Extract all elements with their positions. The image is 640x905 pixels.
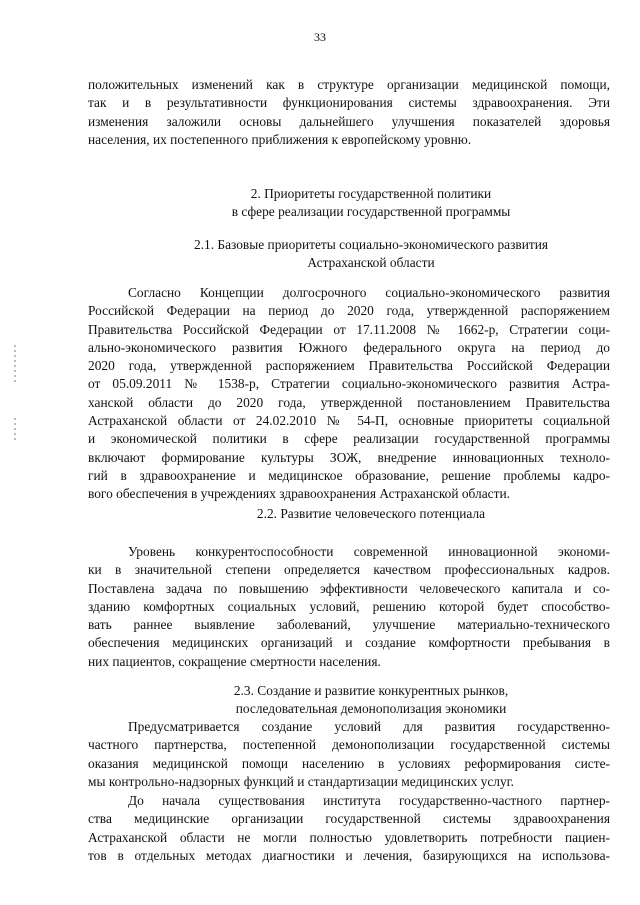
heading-line: последовательная демонополизация экономики bbox=[235, 701, 507, 717]
heading-line: Астраханской области bbox=[307, 255, 435, 271]
text-line: так и в результативности функционирования системы здравоохранения. Эти bbox=[88, 95, 610, 111]
text-line: положительных изменений как в структуре организации медицинской помощи, bbox=[88, 77, 610, 92]
section-2-1-heading bbox=[110, 236, 632, 273]
text-line: ки в значительной степени определяется качеством профессиональных кадров. bbox=[88, 562, 610, 578]
scan-margin-mark bbox=[14, 418, 16, 440]
text-line: тов в отдельных методах диагностики и лечения, базирующихся на использова- bbox=[88, 847, 610, 863]
text-line: ства медицинские организации государственной системы здравоохранения bbox=[88, 811, 610, 827]
text-line: вать раннее выявление заболеваний, улучшение материально-технического bbox=[88, 617, 610, 633]
text-line: До начала существования института государственно-частного партнер- bbox=[128, 793, 610, 808]
section-2-2-heading bbox=[110, 505, 632, 523]
text-line: вого обеспечения в учреждениях здравоохранения Астраханской области. bbox=[88, 486, 510, 502]
text-line: включают формирование культуры ЗОЖ, внедрение инновационных техноло- bbox=[88, 449, 610, 465]
text-line: Астраханской области от 24.02.2010 № 54-П, основные приоритеты социальной bbox=[88, 413, 610, 429]
section-2-heading bbox=[110, 185, 632, 222]
text-line: Согласно Концепции долгосрочного социально-экономического развития bbox=[128, 285, 610, 300]
section-2-1-body bbox=[88, 284, 610, 504]
text-line: Правительства Российской Федерации от 17.11.2008 № 1662-р, Стратегии соци- bbox=[88, 321, 610, 337]
text-line: них пациентов, сокращение смертности населения. bbox=[88, 653, 381, 669]
heading-line: 2.3. Создание и развитие конкурентных рынков, bbox=[233, 683, 509, 698]
text-line: изменения заложили основы дальнейшего улучшения показателей здоровья bbox=[88, 113, 610, 129]
text-line: зданию комфортных социальных условий, решению которой будет способство- bbox=[88, 598, 610, 614]
text-line: обеспечения медицинских организаций и создание комфортности пребывания в bbox=[88, 635, 610, 651]
text-line: ханской области до 2020 года, утвержденной постановлением Правительства bbox=[88, 394, 610, 410]
text-line: Уровень конкурентоспособности современной инновационной экономи- bbox=[128, 544, 610, 559]
heading-line: 2.2. Развитие человеческого потенциала bbox=[256, 506, 486, 521]
text-line: частного партнерства, постепенной демонополизации государственной системы bbox=[88, 737, 610, 753]
text-line: мы контрольно-надзорных функций и стандартизации медицинских услуг. bbox=[88, 773, 514, 789]
page-number: 33 bbox=[314, 30, 326, 44]
text-line: Российской Федерации на период до 2020 года, утвержденной распоряжением bbox=[88, 303, 610, 319]
text-line: и экономической политики в сфере реализации государственной программы bbox=[88, 431, 610, 447]
heading-line: 2.1. Базовые приоритеты социально-экономического развития bbox=[193, 237, 549, 252]
heading-line: 2. Приоритеты государственной политики bbox=[250, 186, 492, 201]
text-line: ально-экономического развития Южного федерального округа на период до bbox=[88, 339, 610, 355]
section-2-2-body bbox=[88, 543, 610, 671]
text-line: оказания медицинской помощи населению в условиях реформирования систе- bbox=[88, 755, 610, 771]
text-line: гий в здравоохранение и медицинское образование, решение проблемы кадро- bbox=[88, 467, 610, 483]
text-line: 2020 года, утвержденной распоряжением Правительства Российской Федерации bbox=[88, 358, 610, 374]
text-line: Астраханской области не могли полностью удовлетворить потребности пациен- bbox=[88, 829, 610, 845]
scan-margin-mark bbox=[14, 345, 16, 385]
text-line: Поставлена задача по повышению эффективности человеческого капитала и со- bbox=[88, 580, 610, 596]
section-2-3-heading bbox=[110, 682, 632, 719]
section-2-3-paragraph-2 bbox=[88, 792, 610, 865]
heading-line: в сфере реализации государственной программы bbox=[231, 204, 511, 220]
intro-paragraph bbox=[88, 76, 610, 149]
section-2-3-paragraph-1 bbox=[88, 718, 610, 791]
text-line: от 05.09.2011 № 1538-р, Стратегии социально-экономического развития Астра- bbox=[88, 376, 610, 392]
text-line: населения, их постепенного приближения к европейскому уровню. bbox=[88, 131, 472, 147]
text-line: Предусматривается создание условий для развития государственно- bbox=[128, 719, 610, 734]
